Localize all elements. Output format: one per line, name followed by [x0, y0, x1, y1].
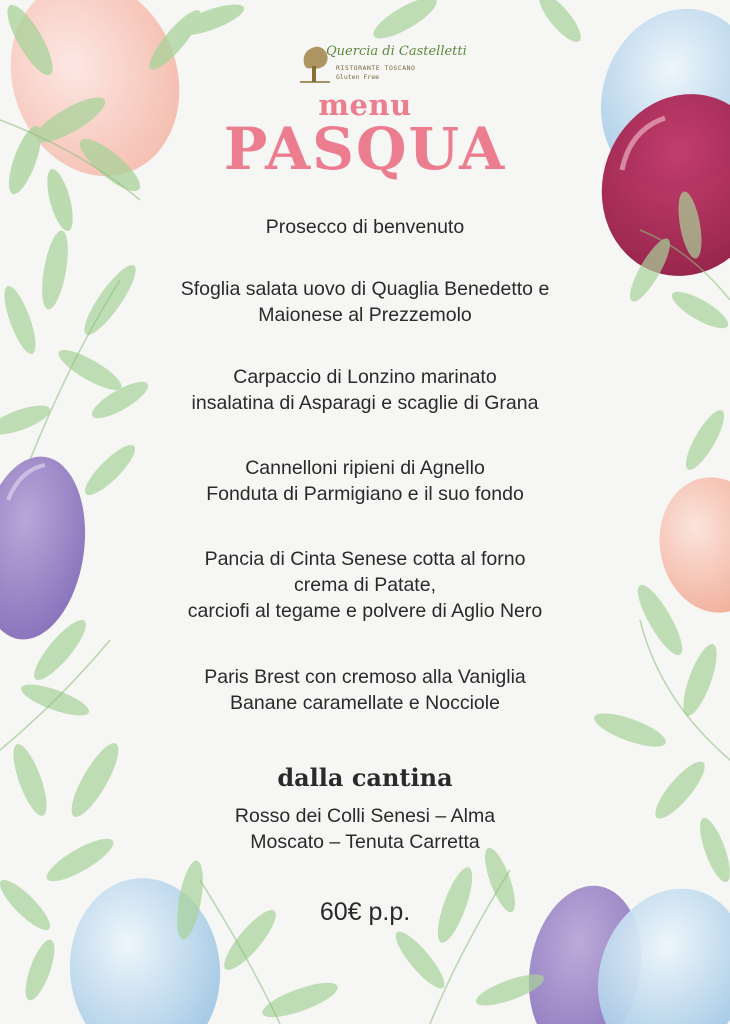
course-dessert: [110, 664, 620, 716]
page-title: PASQUA: [223, 115, 507, 183]
wine-list: [110, 803, 620, 855]
course-line: Banane caramellate e Nocciole: [230, 692, 500, 714]
course-line: Maionese al Prezzemolo: [258, 304, 472, 326]
course-line: Carpaccio di Lonzino marinato: [233, 366, 497, 388]
blue-egg-bottom-left: [62, 872, 227, 1024]
course-line: Fonduta di Parmigiano e il suo fondo: [206, 483, 524, 505]
course-line: Sfoglia salata uovo di Quaglia Benedetto e: [180, 278, 550, 300]
course-line: crema di Patate,: [294, 574, 436, 596]
course-line: carciofi al tegame e polvere di Aglio Nero: [187, 600, 543, 622]
course-main: [110, 546, 620, 624]
course-line: Pancia di Cinta Senese cotta al forno: [204, 548, 526, 570]
wine-section-title: dalla cantina: [277, 763, 453, 792]
course-carpaccio: [110, 364, 620, 416]
course-appetizer: [110, 276, 620, 328]
logo-subtitle: RISTORANTE TOSCANO: [336, 64, 416, 72]
logo-name: Quercia di Castelletti: [326, 44, 467, 59]
course-line: insalatina di Asparagi e scaglie di Grana: [191, 392, 539, 414]
wine-item: Moscato – Tenuta Carretta: [250, 831, 480, 853]
price: 60€ p.p.: [319, 898, 411, 926]
purple-egg-left: [0, 450, 96, 647]
course-pasta: [110, 455, 620, 507]
course-line: Prosecco di benvenuto: [265, 216, 465, 238]
gluten-free-badge: Gluten Free: [336, 73, 380, 81]
leaf-cluster-bottom: [172, 845, 547, 1024]
leaf-cluster-top-center: [368, 0, 587, 47]
restaurant-logo: [300, 42, 467, 88]
course-welcome: [110, 214, 620, 240]
orange-egg-right: [649, 468, 730, 621]
menu-heading: menu: [318, 88, 412, 122]
wine-item: Rosso dei Colli Senesi – Alma: [234, 805, 496, 827]
course-line: Cannelloni ripieni di Agnello: [245, 457, 485, 479]
course-line: Paris Brest con cremoso alla Vaniglia: [204, 666, 526, 688]
